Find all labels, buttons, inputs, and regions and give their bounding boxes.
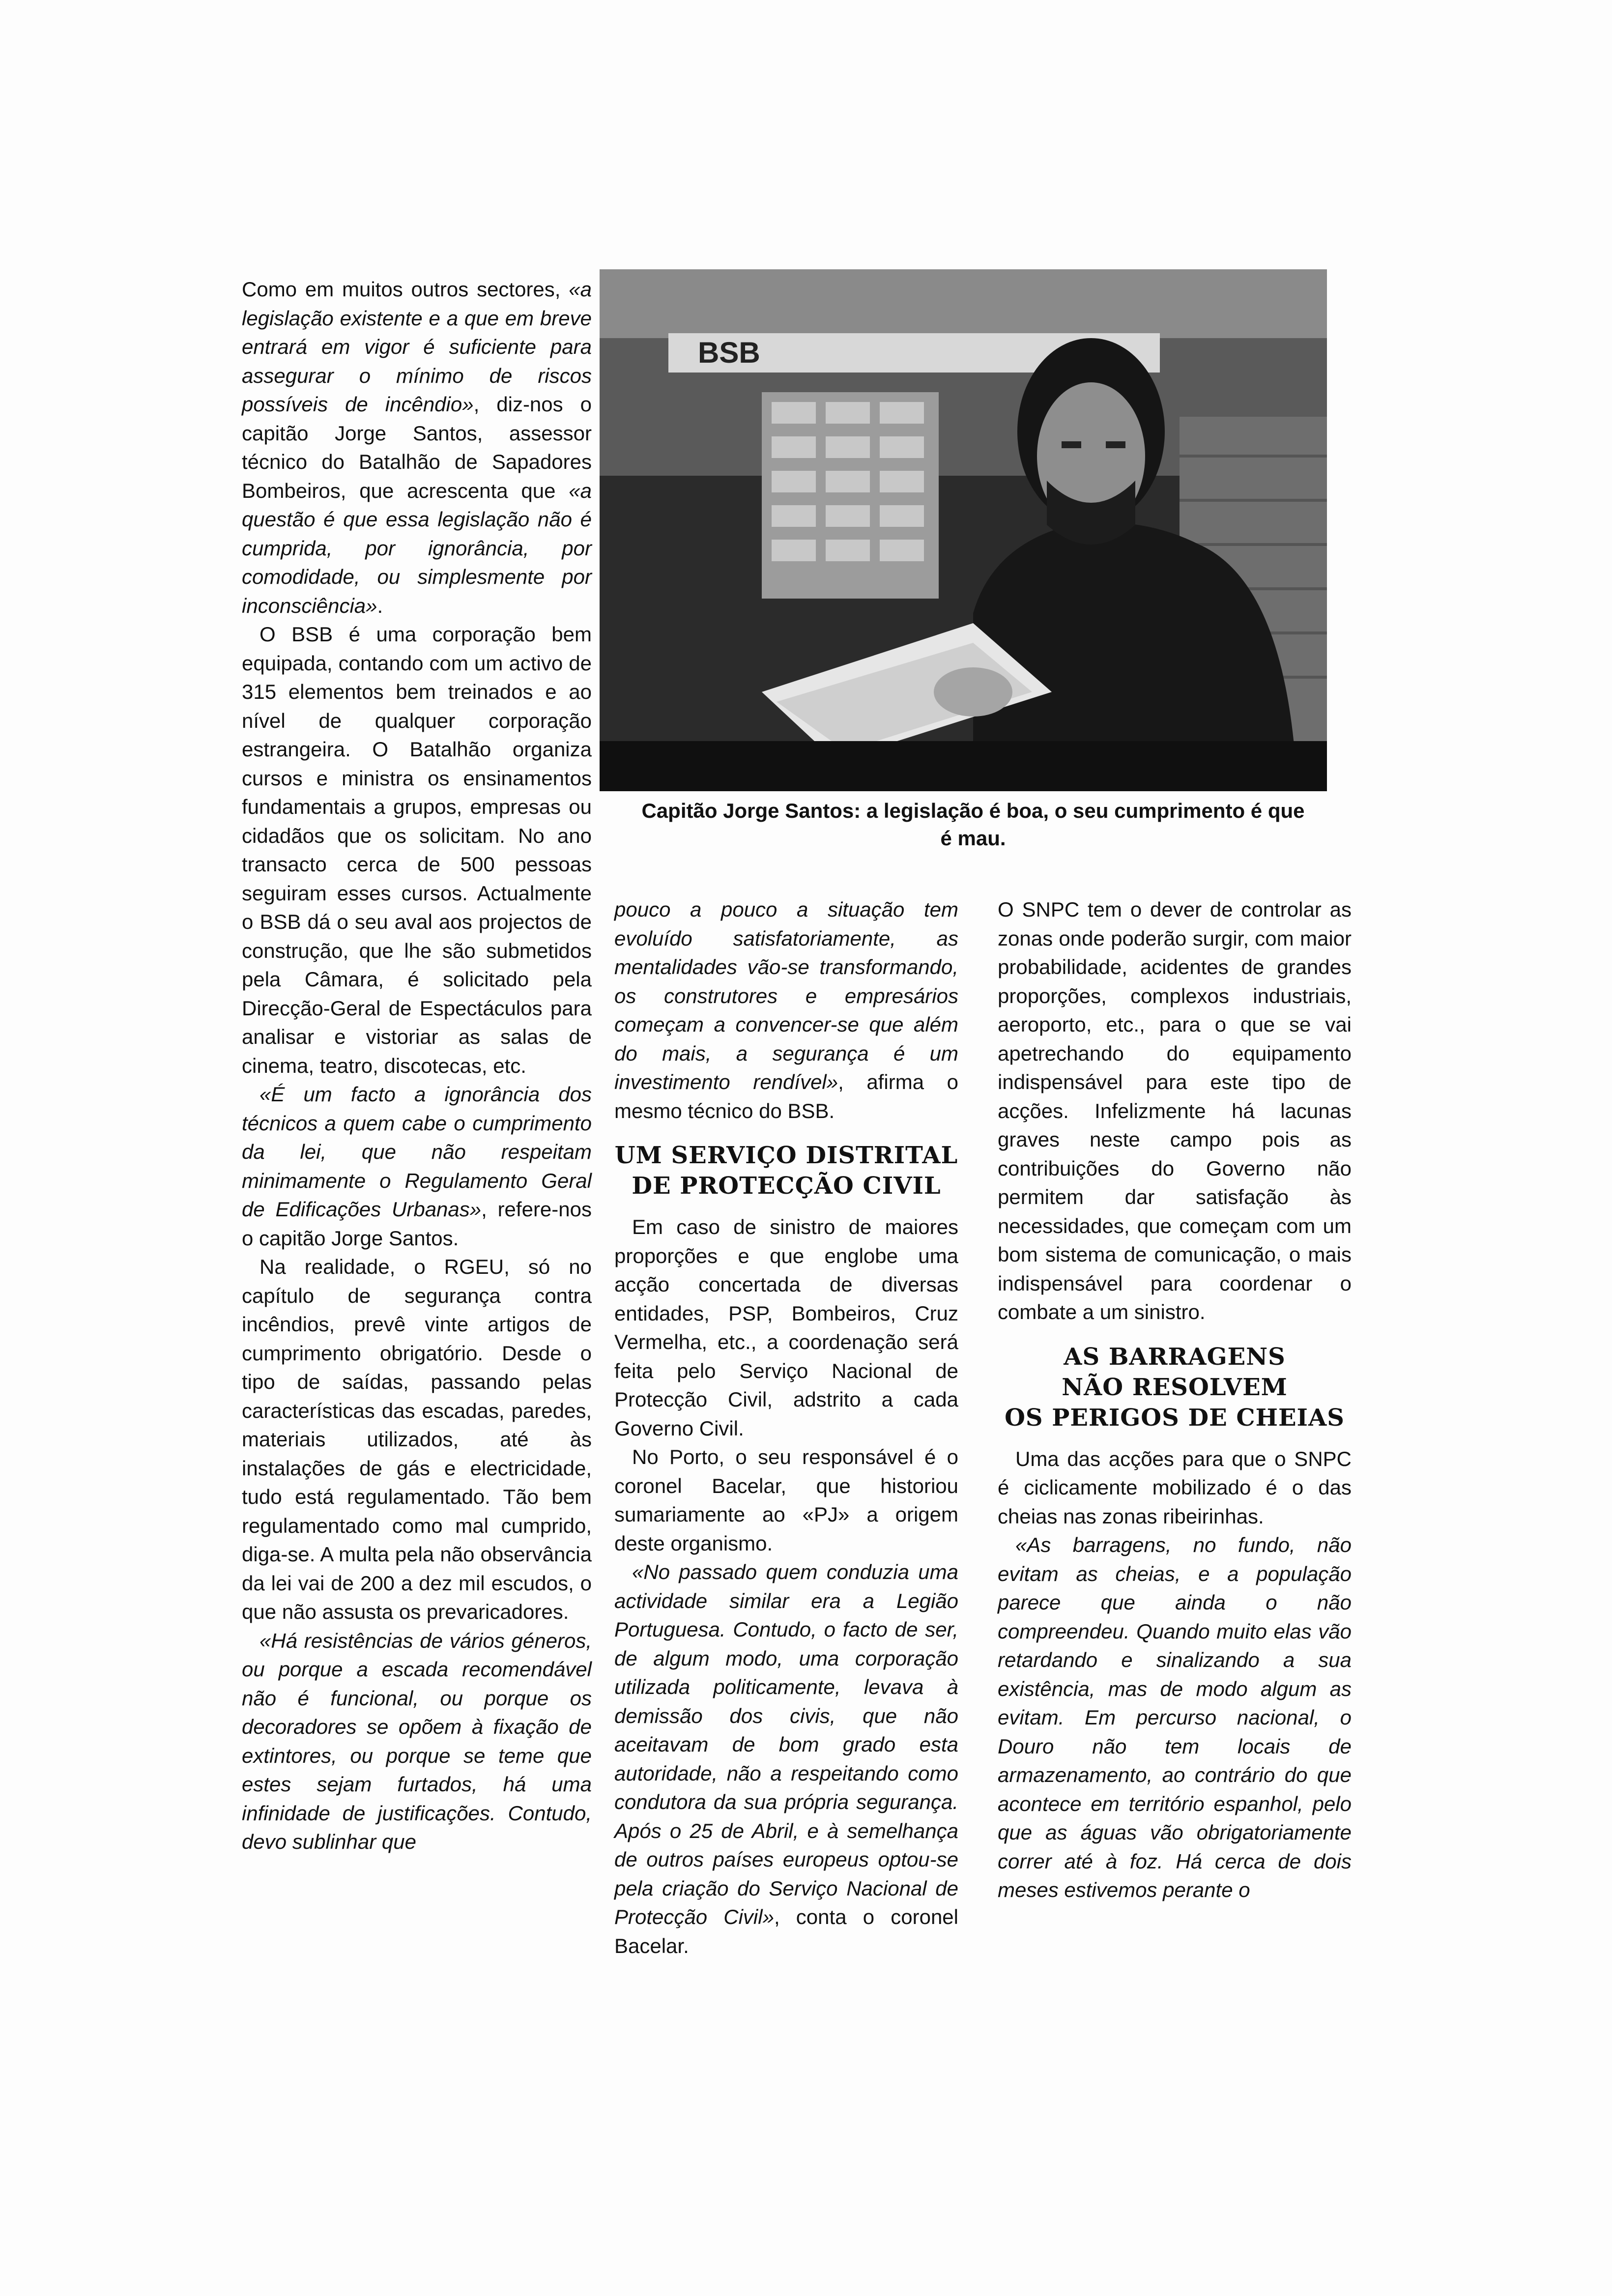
quote-text: «a legislação existente e a que em breve entrará em vigor é suficiente para assegurar o mínimo de riscos possíveis de incêndio» [242,278,592,416]
paragraph [242,1253,592,1627]
paragraph [614,1443,958,1558]
paragraph [242,275,592,620]
body-text: . [377,594,383,617]
paragraph [242,1080,592,1253]
headline-line: AS BARRAGENS [1064,1343,1286,1371]
body-text: Uma das acções para que o SNPC é ciclicamente mobilizado é o das cheias nas zonas ribeirinhas. [998,1447,1352,1528]
paragraph [242,1627,592,1857]
quote-text: «Há resistências de vários géneros, ou porque a escada recomendável não é funcional, ou porque os decoradores se opõem à fixação de extintores, ou porque se teme que estes sejam furtados, há uma infinidade de justificações. Contudo, devo sublinhar que [242,1629,592,1853]
photo-captain-jorge-santos [600,269,1327,791]
quote-text: «As barragens, no fundo, não evitam as cheias, e a população parece que ainda o não compreendeu. Quando muito elas vão retardando e sinalizando a sua existência, mas de modo algum as evitam. Em percurso nacional, o Douro não tem locais de armazenamento, ao contrário do que acontece em território espanhol, pelo que as águas vão obrigatoriamente correr até à foz. Há cerca de dois meses estivemos perante o [998,1533,1352,1901]
body-text: Na realidade, o RGEU, só no capítulo de segurança contra incêndios, prevê vinte artigos de cumprimento obrigatório. Desde o tipo de saídas, passando pelas características das escadas, paredes, materiais utilizados, até às instalações de gás e electricidade, tudo está regulamentado. Tão bem regulamentado como mal cumprido, diga-se. A multa pela não observância da lei vai de 200 a dez mil escudos, o que não assusta os prevaricadores. [242,1255,592,1623]
body-text: Em caso de sinistro de maiores proporções e que englobe uma acção concertada de diversas entidades, PSP, Bombeiros, Cruz Vermelha, etc., a coordenação será feita pelo Serviço Nacional de Protecção Civil, adstrito a cada Governo Civil. [614,1215,958,1440]
quote-text: «É um facto a ignorância dos técnicos a quem cabe o cumprimento da lei, que não respeitam minimamente o Regulamento Geral de Edificações Urbanas» [242,1083,592,1221]
paragraph [614,1213,958,1443]
quote-text: «a questão é que essa legislação não é cumprida, por ignorância, por comodidade, ou simplesmente por inconsciência» [242,479,592,617]
article-column-3 [998,895,1352,1905]
quote-text: pouco a pouco a situação tem evoluído satisfatoriamente, as mentalidades vão-se transformando, os construtores e empresários começam a convencer-se que além do mais, a segurança é um investimento rendível» [614,898,958,1093]
body-text: , refere-nos o capitão Jorge Santos. [242,1198,592,1250]
body-text: , diz-nos o capitão Jorge Santos, assessor técnico do Batalhão de Sapadores Bombeiros, que acrescenta que [242,393,592,502]
headline-line: UM SERVIÇO DISTRITAL [614,1142,958,1169]
headline-line: NÃO RESOLVEM [1062,1373,1288,1401]
headline-line: OS PERIGOS DE CHEIAS [1005,1404,1345,1432]
section-headline [998,1342,1352,1433]
photo-image [600,269,1327,791]
body-text: O BSB é uma corporação bem equipada, contando com um activo de 315 elementos bem treinados e ao nível de qualquer corporação estrangeira. O Batalhão organiza cursos e ministra os ensinamentos fundamentais a grupos, empresas ou cidadãos que os solicitam. No ano transacto cerca de 500 pessoas seguiram esses cursos. Actualmente o BSB dá o seu aval aos projectos de construção, que lhe são submetidos pela Câmara, é solicitado pela Direcção-Geral de Espectáculos para analisar e vistoriar as salas de cinema, teatro, discotecas, etc. [242,623,592,1077]
body-text: , conta o coronel Bacelar. [614,1905,958,1957]
paragraph [998,895,1352,1327]
photo-caption: Capitão Jorge Santos: a legislação é boa, o seu cumprimento é que é mau. [641,799,1305,850]
article-column-1 [242,275,592,1857]
headline-line: DE PROTECÇÃO CIVIL [632,1172,941,1200]
person-hand [934,667,1012,717]
body-text: Como em muitos outros sectores, [242,278,569,301]
paragraph [614,895,958,1125]
article-column-2 [614,895,958,1960]
paragraph [614,1558,958,1960]
body-text: O SNPC tem o dever de controlar as zonas onde poderão surgir, com maior probabilidade, acidentes de grandes proporções, complexos industriais, aeroporto, etc., para o que se vai apetrechando do equipamento indispensável para este tipo de acções. Infelizmente há lacunas graves neste campo pois as contribuições do Governo não permitem dar satisfação às necessidades, que começam com um bom sistema de comunicação, o mais indispensável para coordenar o combate a um sinistro. [998,898,1352,1323]
body-text: , afirma o mesmo técnico do BSB. [614,1070,958,1122]
paragraph [998,1445,1352,1531]
body-text: No Porto, o seu responsável é o coronel Bacelar, que historiou sumariamente ao «PJ» a origem deste organismo. [614,1445,958,1555]
section-headline [614,1140,958,1201]
wall-sign-text: BSB [698,336,760,369]
quote-text: «No passado quem conduzia uma actividade similar era a Legião Portuguesa. Contudo, o facto de ser, de algum modo, uma corporação utilizada politicamente, levava à demissão dos civis, que não aceitavam de bom grado esta autoridade, não a respeitando como condutora da sua própria segurança. Após o 25 de Abril, e à semelhança de outros países europeus optou-se pela criação do Serviço Nacional de Protecção Civil» [614,1560,958,1928]
paragraph [998,1531,1352,1905]
paragraph [242,620,592,1080]
